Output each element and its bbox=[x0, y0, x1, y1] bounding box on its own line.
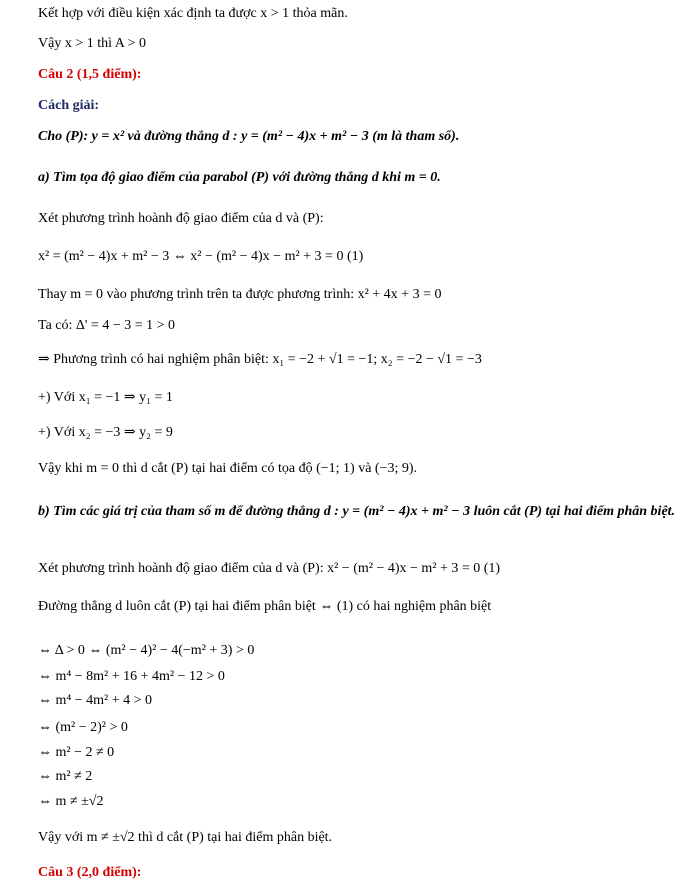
part-b-title: b) Tìm các giá trị của tham số m để đường thẳng d : y = (m² − 4)x + m² − 3 luôn cắt (P) tại hai điểm phân biệt. bbox=[38, 504, 676, 519]
derivation-step: ⇔ Δ > 0 ⇔ (m² − 4)² − 4(−m² + 3) > 0 bbox=[38, 643, 255, 658]
text-line: +) Với x₁ = −1 ⇒ y₁ = 1 bbox=[38, 390, 173, 405]
conclusion-line: Vậy với m ≠ ±√2 thì d cắt (P) tại hai điểm phân biệt. bbox=[38, 830, 333, 845]
text-line: Vậy khi m = 0 thì d cắt (P) tại hai điểm có tọa độ (−1; 1) và (−3; 9). bbox=[38, 461, 418, 476]
text-line: Xét phương trình hoành độ giao điểm của d và (P): bbox=[38, 211, 324, 226]
derivation-step: ⇔ m ≠ ±√2 bbox=[38, 794, 104, 809]
equation-line: x² = (m² − 4)x + m² − 3 ⇔ x² − (m² − 4)x − m² + 3 = 0 (1) bbox=[38, 249, 364, 264]
part-a-title: a) Tìm tọa độ giao điểm của parabol (P) với đường thẳng d khi m = 0. bbox=[38, 170, 441, 185]
problem-statement: Cho (P): y = x² và đường thẳng d : y = (m² − 4)x + m² − 3 (m là tham số). bbox=[38, 129, 460, 144]
text-line: Ta có: Δ' = 4 − 3 = 1 > 0 bbox=[38, 318, 175, 333]
derivation-step: ⇔ m⁴ − 4m² + 4 > 0 bbox=[38, 693, 153, 708]
text-line: ⇒ Phương trình có hai nghiệm phân biệt: x₁ = −2 + √1 = −1; x₂ = −2 − √1 = −3 bbox=[38, 352, 482, 367]
text-line: Đường thẳng d luôn cắt (P) tại hai điểm phân biệt ⇔ (1) có hai nghiệm phân biệt bbox=[38, 599, 492, 614]
text-line: Vậy x > 1 thì A > 0 bbox=[38, 36, 146, 51]
section-heading: Câu 2 (1,5 điểm): bbox=[38, 67, 142, 82]
derivation-step: ⇔ m² ≠ 2 bbox=[38, 769, 93, 784]
derivation-step: ⇔ m⁴ − 8m² + 16 + 4m² − 12 > 0 bbox=[38, 669, 225, 684]
text-line: Kết hợp với điều kiện xác định ta được x > 1 thỏa mãn. bbox=[38, 6, 348, 21]
method-label: Cách giải: bbox=[38, 98, 100, 113]
text-line: +) Với x₂ = −3 ⇒ y₂ = 9 bbox=[38, 425, 173, 440]
text-line: Xét phương trình hoành độ giao điểm của d và (P): x² − (m² − 4)x − m² + 3 = 0 (1) bbox=[38, 561, 501, 576]
derivation-step: ⇔ (m² − 2)² > 0 bbox=[38, 720, 128, 735]
section-heading: Câu 3 (2,0 điểm): bbox=[38, 865, 142, 880]
text-line: Thay m = 0 vào phương trình trên ta được phương trình: x² + 4x + 3 = 0 bbox=[38, 287, 442, 302]
derivation-step: ⇔ m² − 2 ≠ 0 bbox=[38, 745, 115, 760]
